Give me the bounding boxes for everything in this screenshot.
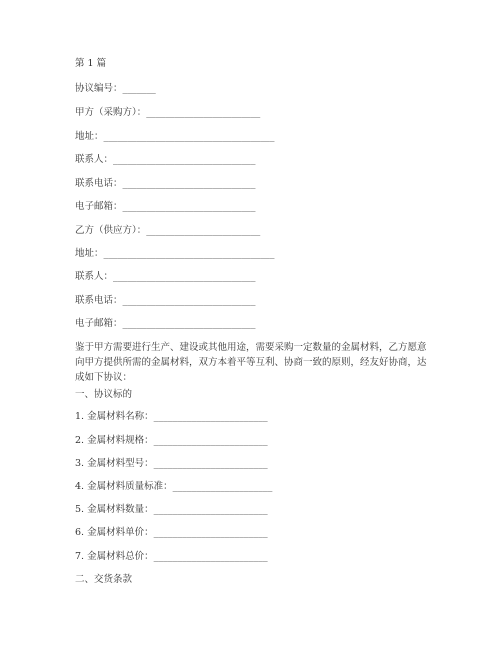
section-heading: 第 1 篇 bbox=[75, 58, 107, 69]
list-item: 6. 金属材料单价：________________________ bbox=[75, 527, 268, 538]
list-item: 5. 金属材料数量：________________________ bbox=[75, 504, 268, 515]
list-item: 4. 金属材料质量标准：_____________________ bbox=[75, 481, 273, 492]
party-a-phone-field: 联系电话：____________________________ bbox=[75, 178, 256, 189]
list-item: 7. 金属材料总价：________________________ bbox=[75, 551, 268, 562]
party-a-address-field: 地址：____________________________________ bbox=[75, 131, 275, 142]
preamble-paragraph: 鉴于甲方需要进行生产、建设或其他用途，需要采购一定数量的金属材料，乙方愿意向甲方提供所需的金属材料，双方本着平等互利、协商一致的原则，经友好协商，达成如下协议： bbox=[75, 342, 427, 383]
list-item: 1. 金属材料名称：________________________ bbox=[75, 411, 268, 422]
agreement-number-field: 协议编号：_______ bbox=[75, 83, 156, 94]
party-a-email-field: 电子邮箱：____________________________ bbox=[75, 201, 256, 212]
party-a-contact-field: 联系人：______________________________ bbox=[75, 154, 256, 165]
party-a-title-field: 甲方（采购方）：________________________ bbox=[75, 107, 261, 118]
section-1-title: 一、协议标的 bbox=[75, 389, 133, 400]
party-b-contact-field: 联系人：______________________________ bbox=[75, 271, 256, 282]
section-2-title: 二、交货条款 bbox=[75, 574, 133, 585]
list-item: 2. 金属材料规格：________________________ bbox=[75, 435, 268, 446]
party-b-title-field: 乙方（供应方）：________________________ bbox=[75, 225, 261, 236]
party-b-address-field: 地址：____________________________________ bbox=[75, 248, 275, 259]
party-b-phone-field: 联系电话：____________________________ bbox=[75, 295, 256, 306]
list-item: 3. 金属材料型号：________________________ bbox=[75, 458, 268, 469]
party-b-email-field: 电子邮箱：____________________________ bbox=[75, 318, 256, 329]
